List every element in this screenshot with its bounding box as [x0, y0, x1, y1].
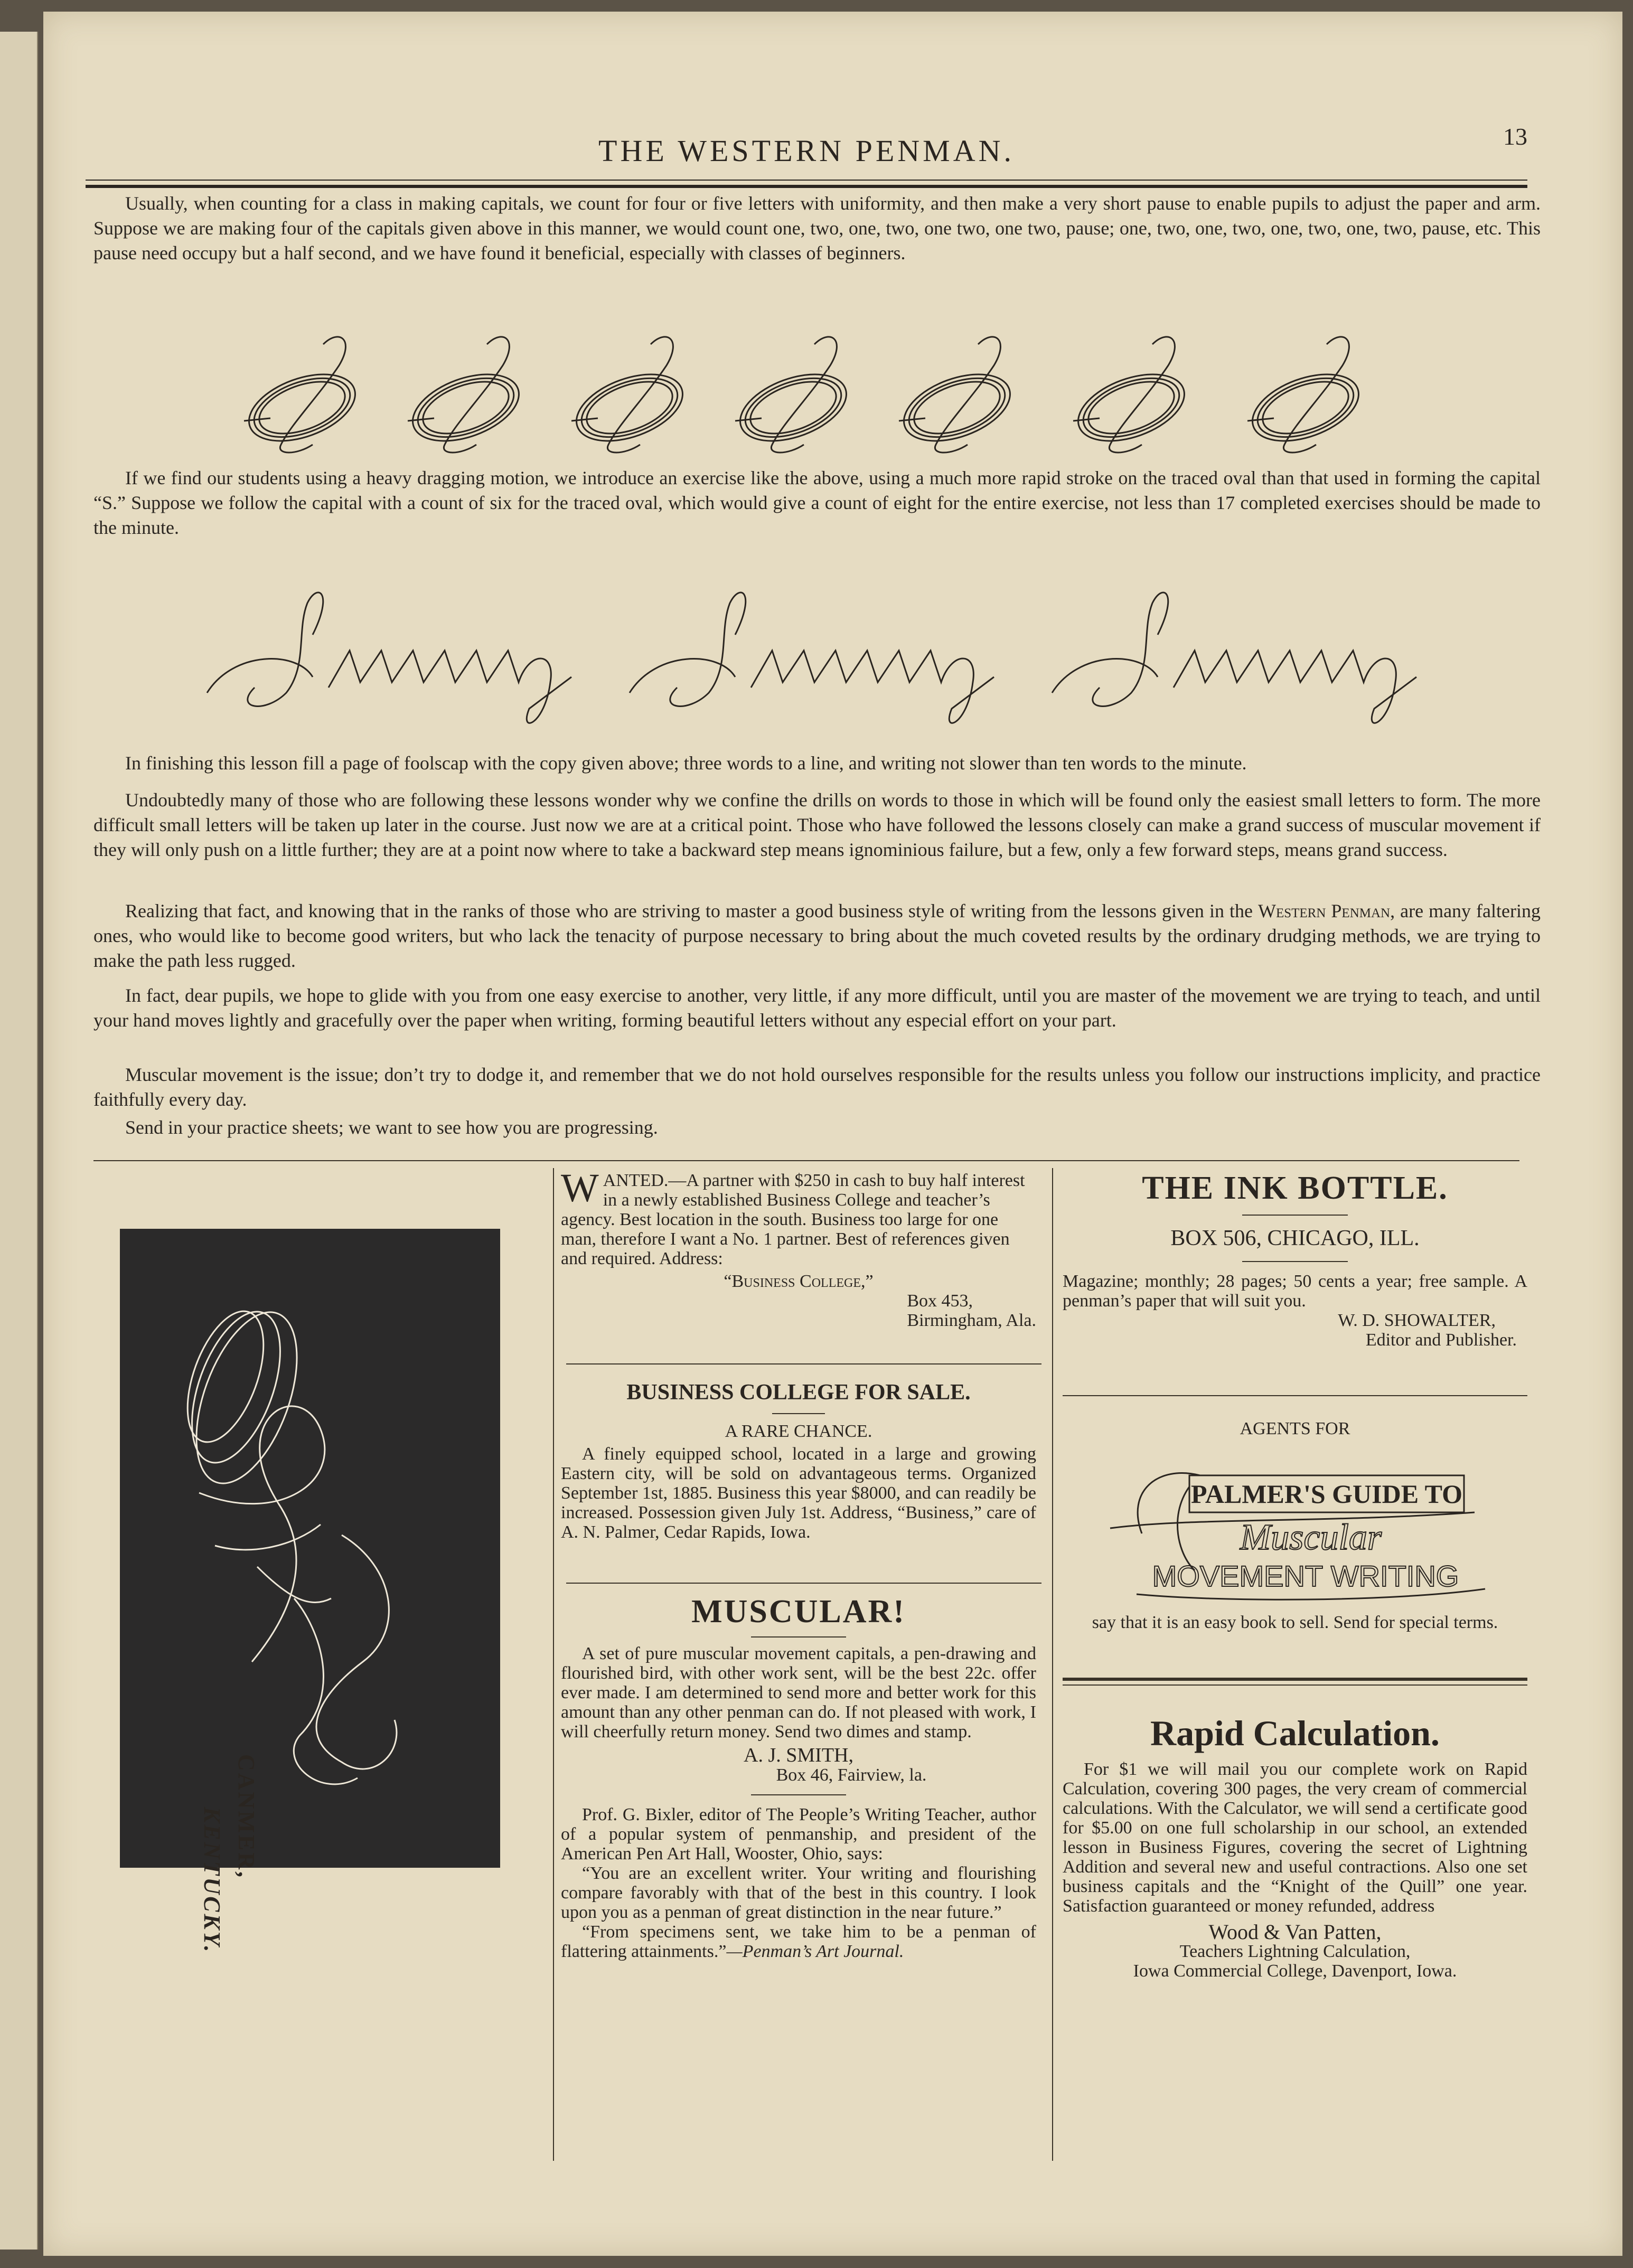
- bixler-quote-1: “You are an excellent writer. Your writing and flourishing compare favorably with that of the best in this country. I look upon you as a penman of great distinction in the near future.”: [561, 1864, 1036, 1922]
- sunning-script-copy: [191, 571, 1459, 746]
- ink-bottle-editor: W. D. SHOWALTER,: [1338, 1311, 1496, 1330]
- college-sale-subtitle: A RARE CHANCE.: [725, 1422, 872, 1441]
- wanted-dropcap: W: [561, 1166, 599, 1210]
- rapid-calc-body: For $1 we will mail you our complete work on Rapid Calculation, covering 300 pages, the very cream of commercial calculations. With the Calculator, we will send a certificate good for $5.00 on one full scholarship in our school, an extended lesson in Business Figures, covering the secret of Lightning Addition and several new and useful contractions. Also one set business capitals and the “Knight of the Quill” one year. Satisfaction guaranteed or money refunded, address: [1063, 1759, 1527, 1916]
- ink-bottle-ad: [1063, 1168, 1527, 1350]
- agents-heading: AGENTS FOR: [1240, 1419, 1350, 1438]
- ink-bottle-address-rule: [1242, 1261, 1348, 1262]
- header-rule-thick: [86, 185, 1527, 188]
- lesson-paragraph-8: Send in your practice sheets; we want to see how you are progressing.: [125, 1117, 658, 1138]
- rapid-calculation-ad: [1063, 1712, 1527, 1981]
- newspaper-page: [43, 12, 1622, 2256]
- column-rule-1: [553, 1168, 554, 2161]
- rapid-calc-title: Rapid Calculation.: [1150, 1713, 1440, 1753]
- muscular-bottom-rule: [751, 1794, 846, 1795]
- agents-ad: [1063, 1419, 1527, 1632]
- capital-s-exercise: [240, 337, 364, 454]
- logo-text-title: PALMER'S GUIDE TO: [1191, 1479, 1462, 1509]
- capital-s-exercise: [404, 337, 528, 454]
- wanted-address-line-3: Birmingham, Ala.: [907, 1311, 1036, 1330]
- muscular-address: Box 46, Fairview, la.: [776, 1765, 927, 1785]
- wanted-address-line-2: Box 453,: [907, 1291, 973, 1311]
- wanted-ad: [561, 1166, 1036, 1330]
- ink-bottle-role: Editor and Publisher.: [1365, 1330, 1517, 1350]
- lesson-paragraph-1: Usually, when counting for a class in making capitals, we count for four or five letters with uniformity, and then make a very short pause to enable pupils to adjust the paper and arm. Suppose we are making four of the capitals given above in this manner, we would count one, two, one, two, one two, one two, pause; one, two, one, two, one, two, one, two, pause, etc. This pause need occupy but a half second, and we have found it beneficial, especially with classes of beginners.: [93, 193, 1541, 263]
- college-sale-title: BUSINESS COLLEGE FOR SALE.: [626, 1380, 971, 1405]
- capital-s-exercise: [1244, 337, 1368, 454]
- ink-bottle-title-rule: [1242, 1215, 1348, 1216]
- rapid-calc-line-3: Iowa Commercial College, Davenport, Iowa.: [1133, 1961, 1457, 1981]
- wanted-ad-body: ANTED.—A partner with $250 in cash to buy half interest in a newly established Business College and teacher’s agency. Best location in the south. Business too large for one man, therefore I want a No. 1 partner. Best of references given and required. Address:: [561, 1171, 1025, 1268]
- capital-s-exercise: [895, 337, 1019, 454]
- ad-divider: [1063, 1395, 1527, 1396]
- capital-s-exercise-row: [233, 323, 1406, 460]
- muscular-body: A set of pure muscular movement capitals, a pen-drawing and flourished bird, with other work sent, will be the best 22c. offer ever made. I am determined to send more and better work for this amount than any other penman can do. If not pleased with work, I will cheerfully return money. Send two dimes and stamp.: [561, 1644, 1036, 1742]
- muscular-ad: [561, 1593, 1036, 1961]
- ad-divider: [566, 1583, 1041, 1584]
- capital-s-exercise: [568, 337, 692, 454]
- ink-bottle-address: BOX 506, CHICAGO, ILL.: [1170, 1226, 1420, 1250]
- ink-bottle-title: THE INK BOTTLE.: [1142, 1170, 1448, 1206]
- ad-divider-thick: [1063, 1678, 1527, 1681]
- flourished-signature-card: [120, 1229, 500, 1868]
- lesson-paragraph-7: Muscular movement is the issue; don’t try to dodge it, and remember that we do not hold ourselves responsible for the results unless you follow our instructions implicity, and practice faithfully every day.: [93, 1064, 1541, 1110]
- page-header: [86, 117, 1527, 175]
- rapid-calc-name: Wood & Van Patten,: [1208, 1920, 1382, 1944]
- bixler-quote-2: “From specimens sent, we take him to be a penman of flattering attainments.”—Penman’s Art Journal.: [561, 1922, 1036, 1961]
- muscular-title-rule: [751, 1636, 846, 1638]
- bixler-testimonial: Prof. G. Bixler, editor of The People’s Writing Teacher, author of a popular system of penmanship, and president of the American Pen Art Hall, Wooster, Ohio, says:: [561, 1805, 1036, 1864]
- palmers-guide-logo: [1063, 1444, 1527, 1602]
- previous-page-edge: [0, 32, 38, 2250]
- section-rule: [93, 1160, 1519, 1161]
- page-number: 13: [1503, 123, 1527, 150]
- ad-divider: [566, 1363, 1041, 1364]
- logo-text-script: Muscular: [1240, 1517, 1382, 1558]
- wanted-address-line-1: “Business College,”: [724, 1272, 874, 1291]
- paragraph-5-text-a: Realizing that fact, and knowing that in the ranks of those who are striving to master a good business style of writing from the lessons given in the: [125, 900, 1253, 921]
- capital-s-exercise: [731, 337, 856, 454]
- muscular-title: MUSCULAR!: [691, 1594, 906, 1630]
- card-caption-state: KENTUCKY.: [199, 1807, 225, 1954]
- lesson-paragraph-3: In finishing this lesson fill a page of foolscap with the copy given above; three words to a line, and writing not slower than ten words to the minute.: [125, 752, 1247, 774]
- agents-body: say that it is an easy book to sell. Send for special terms.: [1092, 1613, 1498, 1632]
- column-rule-2: [1052, 1168, 1053, 2161]
- card-caption-town: CANMER,: [233, 1754, 259, 1879]
- logo-text-subtitle: MOVEMENT WRITING: [1152, 1559, 1459, 1593]
- capital-s-exercise: [1069, 337, 1194, 454]
- rapid-calc-line-2: Teachers Lightning Calculation,: [1179, 1942, 1411, 1961]
- bixler-quote-source: —Penman’s Art Journal.: [726, 1942, 904, 1961]
- ink-bottle-body: Magazine; monthly; 28 pages; 50 cents a year; free sample. A penman’s paper that will suit you.: [1063, 1272, 1527, 1311]
- college-for-sale-ad: [561, 1379, 1036, 1542]
- script-word: Sunning: [824, 743, 826, 744]
- lesson-paragraph-5: [93, 899, 1541, 973]
- lesson-paragraph-2: If we find our students using a heavy dragging motion, we introduce an exercise like the above, using a much more rapid stroke on the traced oval than that used in forming the capital “S.” Suppose we follow the capital with a count of six for the traced oval, which would give a count of eight for the entire exercise, not less than 17 completed exercises should be made to the minute.: [93, 467, 1541, 538]
- ad-divider-thin: [1063, 1684, 1527, 1686]
- lesson-paragraph-6: In fact, dear pupils, we hope to glide with you from one easy exercise to another, very little, if any more difficult, until you are master of the movement we are trying to teach, and until your hand moves lightly and gracefully over the paper when writing, forming beautiful letters without any especial effort on your part.: [93, 985, 1541, 1031]
- masthead-title: THE WESTERN PENMAN.: [598, 134, 1015, 168]
- muscular-name: A. J. SMITH,: [744, 1744, 853, 1766]
- flourish-signature-drawing: [120, 1229, 500, 1868]
- header-rule-thin: [86, 180, 1527, 181]
- paragraph-5-text-b: , are many faltering ones, who would like to become good writers, but who lack the tenacity of purpose necessary to bring about the much coveted results by the ordinary drudging methods, we are trying to make the path less rugged.: [93, 900, 1541, 971]
- western-penman-name: Western Penman: [1257, 900, 1391, 921]
- college-sale-title-rule: [772, 1413, 825, 1414]
- lesson-paragraph-4: Undoubtedly many of those who are following these lessons wonder why we confine the drills on words to those in which will be found only the easiest small letters to form. The more difficult small letters will be taken up later in the course. Just now we are at a critical point. Those who have followed the lessons closely can make a grand success of muscular movement if they will only push on a little further; they are at a point now where to take a backward step means ignominious failure, but a few, only a few forward steps, means grand success.: [93, 789, 1541, 860]
- college-sale-body: A finely equipped school, located in a large and growing Eastern city, will be sold on advantageous terms. Organized September 1st, 1885. Business this year $8000, and can readily be increased. Possession given July 1st. Address, “Business,” care of A. N. Palmer, Cedar Rapids, Iowa.: [561, 1444, 1036, 1542]
